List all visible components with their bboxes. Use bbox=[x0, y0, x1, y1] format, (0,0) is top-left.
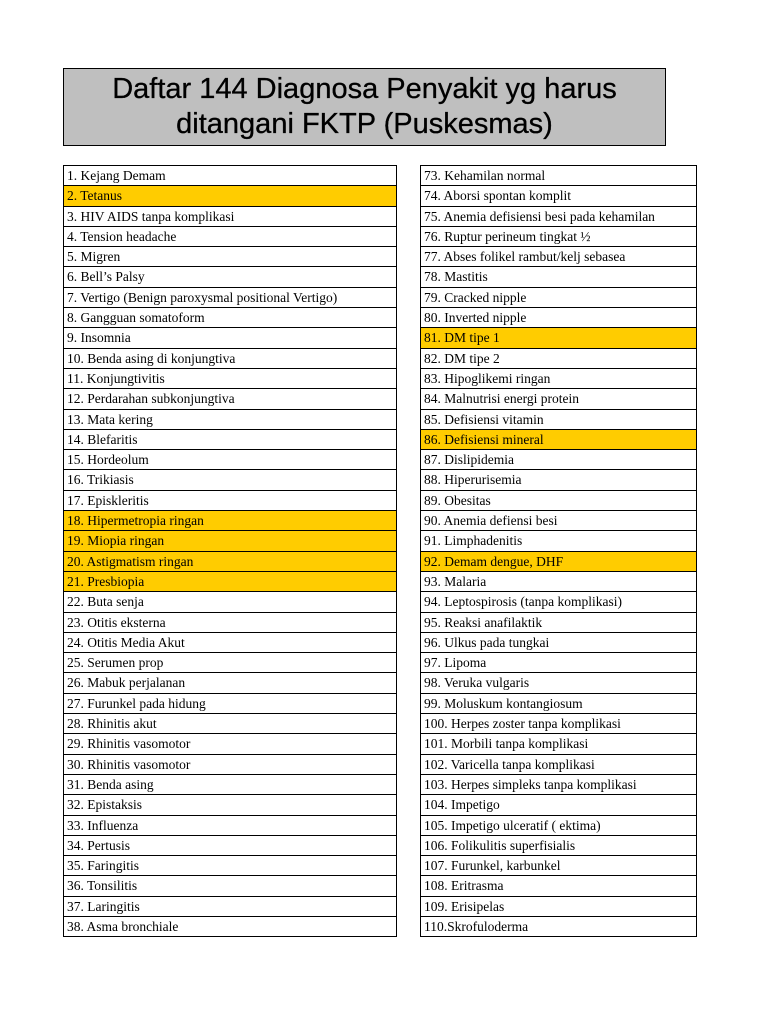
list-item: 27. Furunkel pada hidung bbox=[64, 694, 397, 714]
diagnosis-list-right bbox=[420, 165, 697, 937]
page-title bbox=[112, 72, 617, 142]
list-item: 32. Epistaksis bbox=[64, 795, 397, 815]
list-item: 24. Otitis Media Akut bbox=[64, 633, 397, 653]
list-item: 110.Skrofuloderma bbox=[421, 917, 697, 937]
list-item: 14. Blefaritis bbox=[64, 430, 397, 450]
list-item: 78. Mastitis bbox=[421, 267, 697, 287]
list-item: 9. Insomnia bbox=[64, 328, 397, 348]
list-item: 35. Faringitis bbox=[64, 856, 397, 876]
list-item: 94. Leptospirosis (tanpa komplikasi) bbox=[421, 592, 697, 612]
list-item: 105. Impetigo ulceratif ( ektima) bbox=[421, 816, 697, 836]
highlighted-list-item: 92. Demam dengue, DHF bbox=[421, 552, 697, 572]
list-item: 84. Malnutrisi energi protein bbox=[421, 389, 697, 409]
list-item: 13. Mata kering bbox=[64, 410, 397, 430]
list-item: 3. HIV AIDS tanpa komplikasi bbox=[64, 207, 397, 227]
list-item: 106. Folikulitis superfisialis bbox=[421, 836, 697, 856]
list-item: 10. Benda asing di konjungtiva bbox=[64, 349, 397, 369]
highlighted-list-item: 86. Defisiensi mineral bbox=[421, 430, 697, 450]
list-item: 7. Vertigo (Benign paroxysmal positional Vertigo) bbox=[64, 288, 397, 308]
list-item: 80. Inverted nipple bbox=[421, 308, 697, 328]
list-item: 8. Gangguan somatoform bbox=[64, 308, 397, 328]
list-item: 6. Bell’s Palsy bbox=[64, 267, 397, 287]
list-item: 4. Tension headache bbox=[64, 227, 397, 247]
list-item: 98. Veruka vulgaris bbox=[421, 673, 697, 693]
list-item: 74. Aborsi spontan komplit bbox=[421, 186, 697, 206]
list-item: 26. Mabuk perjalanan bbox=[64, 673, 397, 693]
list-item: 77. Abses folikel rambut/kelj sebasea bbox=[421, 247, 697, 267]
list-item: 30. Rhinitis vasomotor bbox=[64, 755, 397, 775]
list-item: 101. Morbili tanpa komplikasi bbox=[421, 734, 697, 754]
highlighted-list-item: 20. Astigmatism ringan bbox=[64, 552, 397, 572]
list-item: 15. Hordeolum bbox=[64, 450, 397, 470]
list-item: 88. Hiperurisemia bbox=[421, 470, 697, 490]
list-item: 95. Reaksi anafilaktik bbox=[421, 613, 697, 633]
list-item: 82. DM tipe 2 bbox=[421, 349, 697, 369]
list-item: 33. Influenza bbox=[64, 816, 397, 836]
list-item: 5. Migren bbox=[64, 247, 397, 267]
list-item: 38. Asma bronchiale bbox=[64, 917, 397, 937]
list-item: 103. Herpes simpleks tanpa komplikasi bbox=[421, 775, 697, 795]
list-item: 11. Konjungtivitis bbox=[64, 369, 397, 389]
list-item: 29. Rhinitis vasomotor bbox=[64, 734, 397, 754]
highlighted-list-item: 18. Hipermetropia ringan bbox=[64, 511, 397, 531]
list-item: 16. Trikiasis bbox=[64, 470, 397, 490]
list-item: 17. Episkleritis bbox=[64, 491, 397, 511]
list-item: 1. Kejang Demam bbox=[64, 166, 397, 186]
title-box bbox=[63, 68, 666, 146]
list-item: 87. Dislipidemia bbox=[421, 450, 697, 470]
title-line-1: Daftar 144 Diagnosa Penyakit yg harus bbox=[112, 73, 617, 105]
highlighted-list-item: 19. Miopia ringan bbox=[64, 531, 397, 551]
list-item: 93. Malaria bbox=[421, 572, 697, 592]
highlighted-list-item: 21. Presbiopia bbox=[64, 572, 397, 592]
diagnosis-list-left bbox=[63, 165, 397, 937]
list-item: 83. Hipoglikemi ringan bbox=[421, 369, 697, 389]
list-item: 107. Furunkel, karbunkel bbox=[421, 856, 697, 876]
list-item: 73. Kehamilan normal bbox=[421, 166, 697, 186]
list-item: 28. Rhinitis akut bbox=[64, 714, 397, 734]
list-item: 85. Defisiensi vitamin bbox=[421, 410, 697, 430]
title-line-2: ditangani FKTP (Puskesmas) bbox=[176, 108, 553, 140]
list-item: 34. Pertusis bbox=[64, 836, 397, 856]
list-item: 90. Anemia defiensi besi bbox=[421, 511, 697, 531]
list-item: 22. Buta senja bbox=[64, 592, 397, 612]
list-item: 89. Obesitas bbox=[421, 491, 697, 511]
list-item: 102. Varicella tanpa komplikasi bbox=[421, 755, 697, 775]
list-item: 97. Lipoma bbox=[421, 653, 697, 673]
list-item: 36. Tonsilitis bbox=[64, 876, 397, 896]
list-item: 79. Cracked nipple bbox=[421, 288, 697, 308]
list-item: 100. Herpes zoster tanpa komplikasi bbox=[421, 714, 697, 734]
list-item: 109. Erisipelas bbox=[421, 897, 697, 917]
list-item: 23. Otitis eksterna bbox=[64, 613, 397, 633]
list-item: 37. Laringitis bbox=[64, 897, 397, 917]
highlighted-list-item: 81. DM tipe 1 bbox=[421, 328, 697, 348]
list-item: 76. Ruptur perineum tingkat ½ bbox=[421, 227, 697, 247]
highlighted-list-item: 2. Tetanus bbox=[64, 186, 397, 206]
list-item: 91. Limphadenitis bbox=[421, 531, 697, 551]
list-item: 96. Ulkus pada tungkai bbox=[421, 633, 697, 653]
list-item: 75. Anemia defisiensi besi pada kehamilan bbox=[421, 207, 697, 227]
list-item: 12. Perdarahan subkonjungtiva bbox=[64, 389, 397, 409]
list-item: 25. Serumen prop bbox=[64, 653, 397, 673]
list-item: 99. Moluskum kontangiosum bbox=[421, 694, 697, 714]
list-item: 108. Eritrasma bbox=[421, 876, 697, 896]
list-item: 104. Impetigo bbox=[421, 795, 697, 815]
list-item: 31. Benda asing bbox=[64, 775, 397, 795]
